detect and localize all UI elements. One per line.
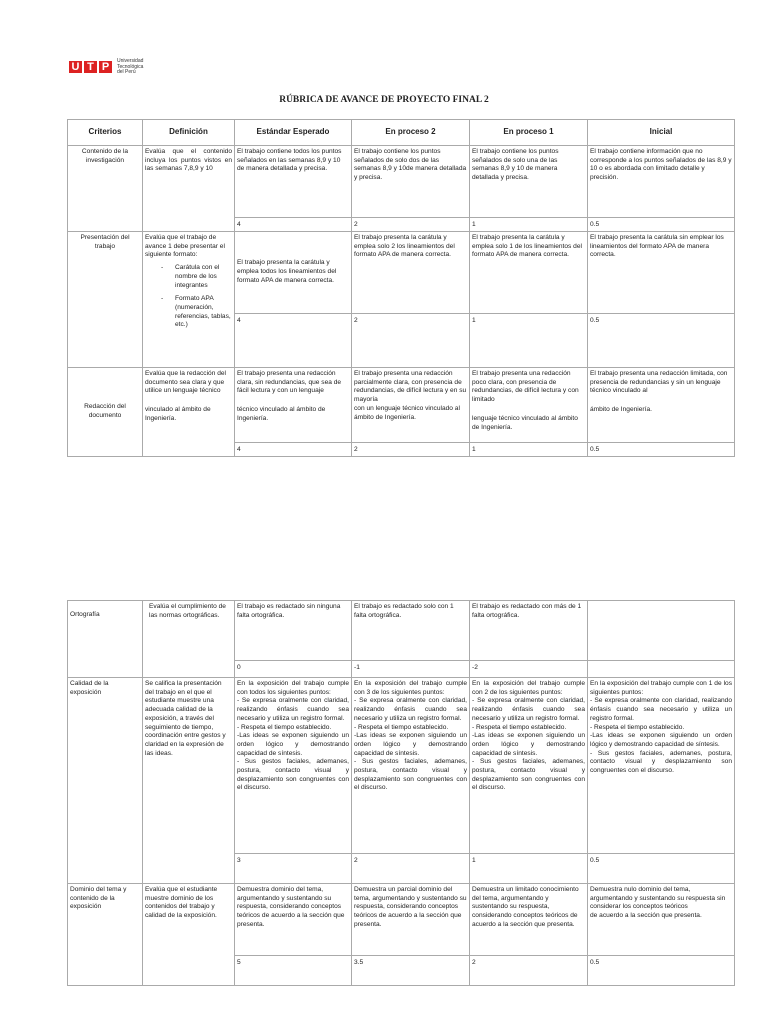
- criterio-cell: Contenido de la investigación: [68, 146, 143, 232]
- proceso2-cell: [352, 368, 470, 443]
- proceso1-cell: En la exposición del trabajo cumple con 2 de los siguientes puntos: - Se expresa oralmente con claridad, realizando énfasis cuando sea necesario y utiliza un registro formal. - Respeta el tiempo establecido. -Las ideas se exponen siguiendo un orden lógico y demostrando capacidad de síntesis. - Sus gestos faciales, ademanes, postura, contacto visual y desplazamiento son congruentes con el discurso.: [470, 678, 588, 854]
- inicial-text: El trabajo presenta una redacción limitada, con presencia de redundancias y sin un lenguaje técnico vinculado al: [590, 370, 728, 395]
- proceso1-cell: El trabajo es redactado con más de 1 falta ortográfica.: [470, 601, 588, 661]
- rubric-table-1: [67, 119, 735, 457]
- header-definicion: Definición: [143, 120, 235, 146]
- proceso2-text: El trabajo presenta una redacción parcialmente clara, con presencia de redundancias, de difícil lectura y en su mayoría: [354, 370, 467, 404]
- header-proceso-1: En proceso 1: [470, 120, 588, 146]
- estandar-text: El trabajo presenta una redacción clara, sin redundancias, que sea de fácil lectura y con un lenguaje: [237, 370, 342, 395]
- score-cell: 2: [352, 218, 470, 232]
- definicion-cell: Evalúa que el estudiante muestre dominio de los contenidos del trabajo y calidad de la exposición.: [143, 884, 235, 986]
- criterio-cell: Redacción del documento: [68, 368, 143, 457]
- proceso1-text: El trabajo presenta una redacción poco clara, con presencia de redundancias, de difícil lectura y con limitado: [472, 370, 579, 404]
- definicion-cell: Evalúa que el contenido incluya los puntos vistos en las semanas 7,8,9 y 10: [143, 146, 235, 232]
- proceso2-cell: En la exposición del trabajo cumple con 3 de los siguientes puntos: - Se expresa oralmente con claridad, realizando énfasis cuando sea necesario y utiliza un registro formal. - Respeta el tiempo establecido. -Las ideas se exponen siguiendo un orden lógico y demostrando capacidad de síntesis. - Sus gestos faciales, ademanes, postura, contacto visual y desplazamiento son congruentes con el discurso.: [352, 678, 470, 854]
- estandar-cell: En la exposición del trabajo cumple con todos los siguientes puntos: - Se expresa oralmente con claridad, realizando énfasis cuando sea necesario y utiliza un registro formal. - Respeta el tiempo establecido. -Las ideas se exponen siguiendo un orden lógico y demostrando capacidad de síntesis. - Sus gestos faciales, ademanes, postura, contacto visual y desplazamiento son congruentes con el discurso.: [235, 678, 352, 854]
- definicion-cell: [143, 368, 235, 457]
- proceso2-text: con un lenguaje técnico vinculado al ámbito de Ingeniería.: [354, 404, 460, 421]
- logo-text-line: Universidad: [117, 58, 144, 64]
- score-cell: -1: [352, 661, 470, 678]
- criterio-cell: Presentación del trabajo: [68, 232, 143, 368]
- table-row: [68, 368, 735, 443]
- proceso1-cell: El trabajo presenta la carátula y emplea solo 1 de los lineamientos del formato APA de manera correcta.: [470, 232, 588, 314]
- proceso2-cell: Demuestra un parcial dominio del tema, argumentando y sustentando su respuesta, considerando conceptos teóricos de acuerdo a la sección que presenta.: [352, 884, 470, 956]
- table-row: [68, 232, 735, 314]
- score-cell: 2: [470, 956, 588, 986]
- proceso2-cell: El trabajo es redactado solo con 1 falta ortográfica.: [352, 601, 470, 661]
- score-cell: 4: [235, 314, 352, 368]
- proceso1-cell: Demuestra un limitado conocimiento del tema, argumentando y sustentando su respuesta, considerando conceptos teóricos de acuerdo a la sección que presenta.: [470, 884, 588, 956]
- inicial-cell: [588, 601, 735, 661]
- list-item: - Carátula con el nombre de los integrantes: [161, 264, 232, 290]
- inicial-cell: El trabajo contiene información que no corresponde a los puntos señalados de las 8,9 y 10 o es abordada con limitado detalle y precisión.: [588, 146, 735, 218]
- score-cell: 5: [235, 956, 352, 986]
- definicion-cell: [143, 232, 235, 368]
- proceso1-text: lenguaje técnico vinculado al ámbito de Ingeniería.: [472, 414, 578, 431]
- score-cell: 1: [470, 218, 588, 232]
- score-cell: 1: [470, 854, 588, 884]
- utp-logo: [69, 59, 143, 76]
- estandar-cell: [235, 368, 352, 443]
- score-cell: 1: [470, 443, 588, 457]
- rubric-table-2: [67, 600, 735, 986]
- logo-text: [117, 59, 143, 76]
- logo-letter-t: T: [84, 61, 97, 73]
- criterio-cell: Dominio del tema y contenido de la exposición: [68, 884, 143, 986]
- table-row: [68, 601, 735, 661]
- score-cell: 0.5: [588, 854, 735, 884]
- score-cell: 3.5: [352, 956, 470, 986]
- inicial-text: ámbito de Ingeniería.: [590, 406, 652, 414]
- criterio-cell: Calidad de la exposición: [68, 678, 143, 884]
- logo-letter-p: P: [99, 61, 112, 73]
- logo-text-line: Tecnológica: [117, 63, 144, 70]
- score-cell: [588, 661, 735, 678]
- header-inicial: Inicial: [588, 120, 735, 146]
- proceso2-cell: El trabajo contiene los puntos señalados de solo dos de las semanas 8,9 y 10de manera detallada y precisa.: [352, 146, 470, 218]
- table-header-row: [68, 120, 735, 146]
- estandar-text: El trabajo presenta la carátula y emplea todos los lineamientos del formato APA de manera correcta.: [237, 259, 337, 284]
- score-cell: 2: [352, 443, 470, 457]
- score-cell: 4: [235, 218, 352, 232]
- inicial-cell: [588, 368, 735, 443]
- estandar-cell: [235, 232, 352, 314]
- definicion-cell: Se califica la presentación del trabajo en el que el estudiante muestre una adecuada calidad de la exposición, a través del seguimiento de tiempo, coordinación entre gestos y claridad en la expresión de las ideas.: [143, 678, 235, 884]
- score-cell: 0.5: [588, 314, 735, 368]
- table-row: [68, 678, 735, 854]
- format-list: [145, 264, 232, 330]
- table-row: [68, 146, 735, 218]
- proceso1-cell: [470, 368, 588, 443]
- definicion-text: Evalúa que el trabajo de avance 1 debe presentar el siguiente formato:: [145, 234, 225, 259]
- header-estandar: Estándar Esperado: [235, 120, 352, 146]
- list-item: - Formato APA (numeración, referencias, tablas, etc.): [161, 295, 232, 330]
- document-title: RÚBRICA DE AVANCE DE PROYECTO FINAL 2: [279, 95, 489, 105]
- score-cell: -2: [470, 661, 588, 678]
- score-cell: 4: [235, 443, 352, 457]
- header-proceso-2: En proceso 2: [352, 120, 470, 146]
- proceso1-cell: El trabajo contiene los puntos señalados de solo una de las semanas 8,9 y 10 de manera detallada y precisa.: [470, 146, 588, 218]
- score-cell: 0.5: [588, 956, 735, 986]
- definicion-text: vinculado al ámbito de Ingeniería.: [145, 406, 211, 422]
- score-cell: 3: [235, 854, 352, 884]
- inicial-cell: Demuestra nulo dominio del tema, argumentando y sustentando su respuesta sin considerar los conceptos teóricos de acuerdo a la sección que presenta.: [588, 884, 735, 956]
- score-cell: 2: [352, 854, 470, 884]
- estandar-cell: El trabajo contiene todos los puntos señalados en las semanas 8,9 y 10 de manera detallada y precisa.: [235, 146, 352, 218]
- estandar-cell: Demuestra dominio del tema, argumentando y sustentando su respuesta, considerando conceptos teóricos de acuerdo a la sección que presenta.: [235, 884, 352, 956]
- score-cell: 0.5: [588, 218, 735, 232]
- logo-text-line: del Perú: [117, 69, 136, 75]
- score-cell: 0.5: [588, 443, 735, 457]
- criterio-cell: Ortografía: [68, 601, 143, 678]
- score-cell: 1: [470, 314, 588, 368]
- proceso2-cell: El trabajo presenta la carátula y emplea solo 2 los lineamientos del formato APA de manera correcta.: [352, 232, 470, 314]
- definicion-text: Evalúa que la redacción del documento sea clara y que utilice un lenguaje técnico: [145, 370, 227, 395]
- inicial-cell: El trabajo presenta la carátula sin emplear los lineamientos del formato APA de manera correcta.: [588, 232, 735, 314]
- definicion-cell: Evalúa el cumplimiento de las normas ortográficas.: [143, 601, 235, 678]
- logo-letter-u: U: [69, 61, 82, 73]
- table-row: [68, 884, 735, 956]
- score-cell: 0: [235, 661, 352, 678]
- estandar-text: técnico vinculado al ámbito de Ingeniería.: [237, 406, 326, 422]
- inicial-cell: En la exposición del trabajo cumple con 1 de los siguientes puntos: - Se expresa oralmente con claridad, realizando énfasis cuando sea necesario y utiliza un registro formal. - Respeta el tiempo establecido. -Las ideas se exponen siguiendo un orden lógico y demostrando capacidad de síntesis. - Sus gestos faciales, ademanes, postura, contacto visual y desplazamiento son congruentes con el discurso.: [588, 678, 735, 854]
- score-cell: 2: [352, 314, 470, 368]
- estandar-cell: El trabajo es redactado sin ninguna falta ortográfica.: [235, 601, 352, 661]
- header-criterios: Criterios: [68, 120, 143, 146]
